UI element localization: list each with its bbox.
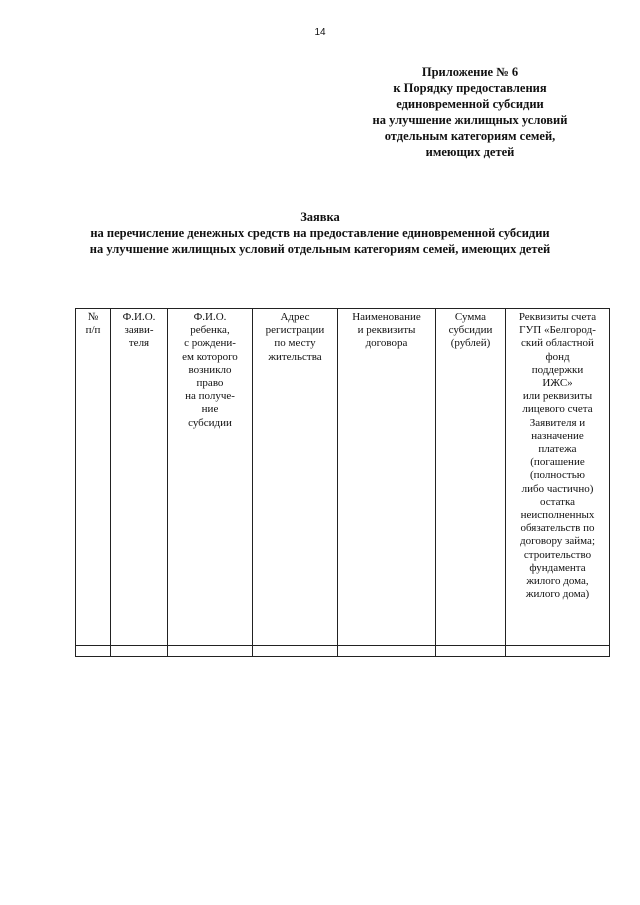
column-header-line: Реквизиты счета	[518, 311, 597, 323]
column-header-line: Наименование	[352, 311, 421, 323]
column-header-line: Адрес	[280, 311, 310, 323]
column-header-line: регистрации	[265, 324, 325, 337]
column-header-line: Сумма	[454, 311, 487, 323]
column-header-address	[253, 309, 338, 646]
column-header-line: жительства	[268, 350, 322, 363]
column-header-line: Ф.И.О.	[193, 311, 227, 323]
column-header-line: остатка	[539, 495, 576, 508]
column-header-subsidy-amount	[436, 309, 506, 646]
column-header-line: теля	[128, 337, 150, 350]
column-header-line: право	[196, 377, 224, 390]
table-cell[interactable]	[76, 646, 111, 657]
column-header-line: субсидии	[448, 324, 493, 337]
column-header-line: субсидии	[188, 416, 232, 429]
column-header-line: ребенка,	[190, 324, 230, 337]
column-header-line: ГУП «Белгород-	[519, 324, 596, 337]
column-header-line: по месту	[274, 337, 316, 350]
column-header-line: договора	[365, 337, 408, 350]
column-header-number	[76, 309, 111, 646]
column-header-line: платежа	[538, 443, 577, 456]
column-header-line: фонд	[545, 350, 570, 363]
appendix-line: отдельным категориям семей,	[384, 129, 556, 143]
column-header-line: Ф.И.О.	[122, 311, 156, 323]
column-header-line: (погашение	[530, 456, 585, 469]
page-number: 14	[314, 27, 326, 38]
appendix-line: на улучшение жилищных условий	[372, 113, 568, 127]
column-header-line: п/п	[85, 324, 101, 337]
column-header-line: ский областной	[521, 337, 594, 350]
column-header-account-details	[506, 309, 610, 646]
column-header-line: договору займа;	[520, 535, 595, 548]
column-header-line: обязательств по	[520, 522, 595, 535]
column-header-line: ние	[201, 403, 219, 416]
column-header-line: возникло	[188, 363, 232, 376]
column-header-line: или реквизиты	[522, 390, 593, 403]
column-header-line: ИЖС»	[542, 377, 573, 390]
column-header-line: (полностью	[530, 469, 585, 482]
appendix-line: Приложение № 6	[421, 65, 519, 79]
column-header-line: №	[87, 311, 99, 323]
column-header-line: ем которого	[182, 350, 238, 363]
request-subtitle-line: на улучшение жилищных условий отдельным категориям семей, имеющих детей	[89, 242, 551, 256]
table-cell[interactable]	[506, 646, 610, 657]
appendix-line: к Порядку предоставления	[393, 81, 547, 95]
column-header-line: поддержки	[531, 363, 584, 376]
appendix-line: единовременной субсидии	[396, 97, 544, 111]
table-cell[interactable]	[111, 646, 168, 657]
table-header-row	[76, 309, 610, 646]
column-header-line: и реквизиты	[357, 324, 416, 337]
column-header-line: неисполненных	[520, 509, 595, 522]
column-header-line: либо частично)	[521, 482, 594, 495]
column-header-line: на получе-	[185, 390, 235, 403]
table-cell[interactable]	[168, 646, 253, 657]
column-header-line: Заявителя и	[529, 416, 586, 429]
column-header-line: строительство	[523, 548, 592, 561]
appendix-header	[340, 64, 600, 160]
column-header-line: фундамента	[529, 561, 586, 574]
table-cell[interactable]	[436, 646, 506, 657]
column-header-line: жилого дома,	[526, 575, 589, 588]
table-cell[interactable]	[338, 646, 436, 657]
column-header-line: заяви-	[124, 324, 154, 337]
column-header-line: назначение	[531, 429, 584, 442]
request-table	[75, 308, 610, 657]
column-header-applicant-name	[111, 309, 168, 646]
column-header-line: (рублей)	[450, 337, 491, 350]
column-header-line: жилого дома)	[525, 588, 590, 601]
column-header-line: с рождени-	[184, 337, 236, 350]
request-subtitle-line: на перечисление денежных средств на предоставление единовременной субсидии	[90, 226, 550, 240]
request-title: Заявка	[300, 210, 340, 224]
table-cell[interactable]	[253, 646, 338, 657]
column-header-line: лицевого счета	[522, 403, 593, 416]
appendix-line: имеющих детей	[425, 145, 515, 159]
request-title-block	[0, 209, 640, 257]
column-header-child-name	[168, 309, 253, 646]
column-header-contract	[338, 309, 436, 646]
table-row	[76, 646, 610, 657]
